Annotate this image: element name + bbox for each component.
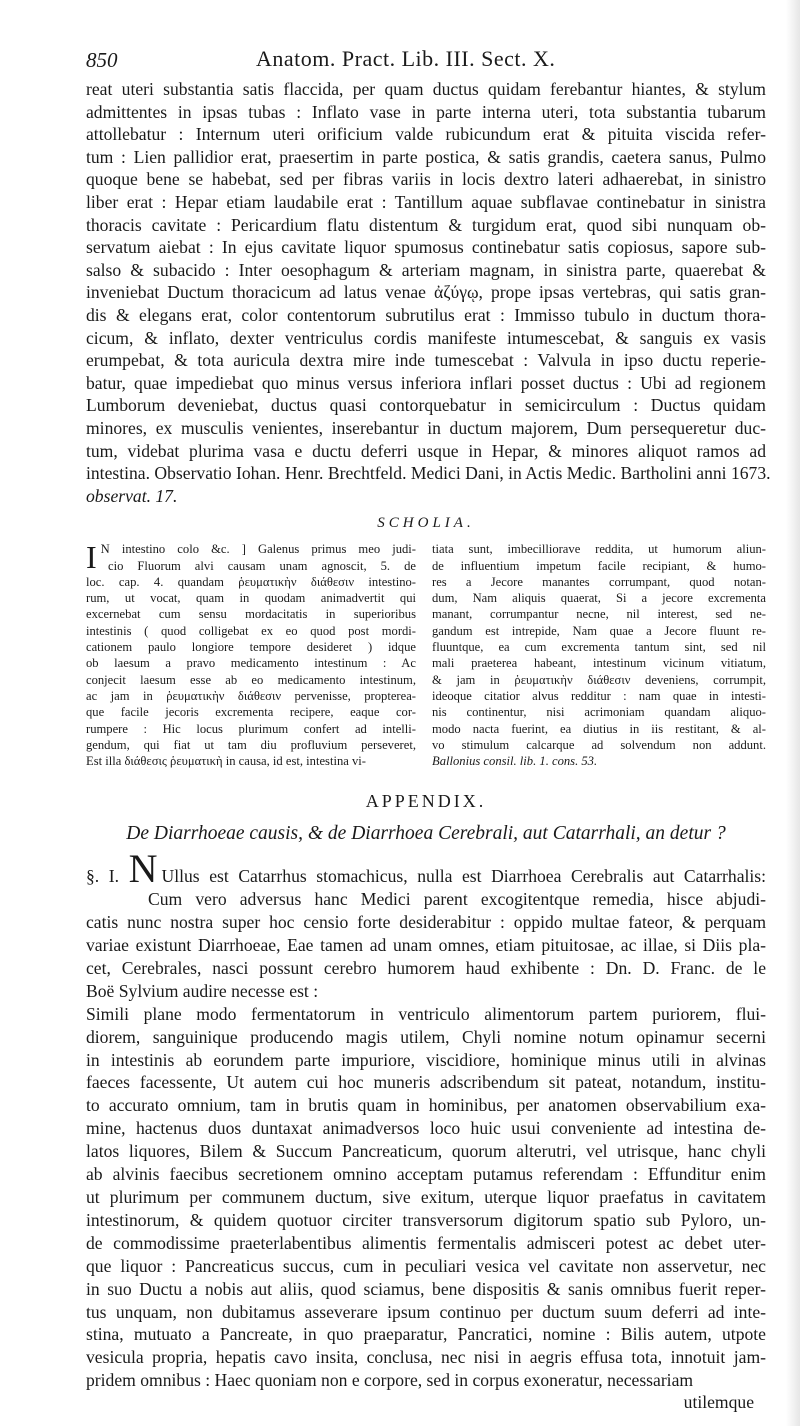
running-title: Anatom. Pract. Lib. III. Sect. X. <box>256 46 556 71</box>
scholia-line: gandum est intrepide, Nam quae a Jecore fluunt re- <box>432 623 766 638</box>
appendix-line: intestinorum, & quidem quotuor circiter transversorum digitorum spatio sub Pyloro, un- <box>86 1209 766 1230</box>
scholia-line: ob laesum a pravo medicamento intestinum : Ac <box>86 656 416 671</box>
appendix-line: Simili plane modo fermentatorum in ventriculo alimentorum partem puriorem, flui- <box>86 1003 766 1024</box>
scholia-line: & jam in ῥευματικὴν διάθεσιν deveniens, corrumpit, <box>432 672 766 687</box>
scholia-line: cationem paulo longiore tempore desideret ) idque <box>86 640 416 655</box>
drop-capital: I <box>86 539 97 576</box>
book-page <box>86 44 771 1413</box>
appendix-line: pridem omnibus : Haec quoniam non e corpore, sed in corpus exoneratur, necessariam <box>86 1370 694 1391</box>
observation-line: minores, ex musculis venientes, inserebantur in ductum majorem, Dum persequeretur duc- <box>86 417 766 438</box>
appendix-line: variae existunt Diarrhoeae, Eae tamen ad unam omnes, etiam pituitosae, ac illae, si Diis pla- <box>86 935 766 955</box>
observation-line: Lumborum deveniebat, ductus quasi contorquebatur in semicirculum : Ductus quidam <box>86 395 766 416</box>
page-binding-shadow <box>786 0 800 1426</box>
scholia-line: gendum, qui fiat ut tam diu profluvium perseveret, <box>86 737 416 752</box>
scholia-line: ideoque citatior alvus redditur : nam quae in intesti- <box>432 688 766 703</box>
appendix-line: faeces facessente, Ut autem cui hoc muneris adscribendum sit pateat, notandum, institu- <box>86 1072 766 1093</box>
scholia-line: manant, corrumpantur necne, nil interest, sed ne- <box>432 607 766 622</box>
scholia-left-column <box>86 541 416 769</box>
observation-line: servatum aiebat : In ejus cavitate liquor spumosus continebatur satis copiosus, sapore sub- <box>86 237 766 258</box>
observation-line: admittentes in ipsas tubas : Inflato vase in parte interna uteri, tota substantia tubarum <box>86 101 766 122</box>
appendix-line: vesicula propria, hepatis cavo insita, conclusa, nec nisi in aegris effusa tota, innotuit jam- <box>86 1347 766 1368</box>
appendix-line: tus unquam, non dubitamus asseverare ipsum continuo per ductum suum deferri ad inte- <box>86 1301 766 1322</box>
observation-line: inveniebat Ductum thoracicum ad latus venae ἀζύγῳ, prope ipsas vertebras, qui satis gran- <box>86 282 766 303</box>
appendix-line: diorem, sanguinique producendo magis utilem, Chyli nomine notum opinamur secerni <box>86 1026 766 1047</box>
scholia-line: loc. cap. 4. quandam ῥευματικὴν διάθεσιν intestino- <box>86 574 416 589</box>
observation-line: batur, quae impediebat quo minus versus inferiora inflari posset ductus : Ubi ad regionem <box>86 372 766 393</box>
appendix-line: §. I. N Ullus est Catarrhus stomachicus, nulla est Diarrhoea Cerebralis aut Catarrhalis: <box>86 846 767 892</box>
scholia-line: vo stimulum calcarque ad solvendum non addunt. <box>432 737 766 752</box>
observation-line: thoracis cavitate : Pericardium flatu distentum & turgidum erat, quod sibi nunquam ob- <box>86 214 766 235</box>
observation-line: intestina. Observatio Iohan. Henr. Brechtfeld. Medici Dani, in Actis Medic. Bartholini anni 1673. <box>86 463 771 484</box>
appendix-heading: APPENDIX. <box>365 791 487 812</box>
scholia-line: I N intestino colo &c. ] Galenus primus meo judi- <box>86 539 416 576</box>
appendix-line: to accurato omnium, tam in brutis quam in hominibus, per anatomen observabilium exa- <box>86 1095 766 1116</box>
scholia-line: rumpere : Hic locus plurimum confert ad intelli- <box>86 721 416 736</box>
running-header <box>86 44 766 78</box>
scholia-line: Est illa διάθεσις ῥευματικὴ in causa, id est, intestina vi- <box>86 754 366 769</box>
appendix-line: de commodissime praeterlabentibus alimentis fermentalis admisceri potest ac debet uter- <box>86 1232 766 1253</box>
appendix-line: mine, hactenus duos duntaxat animadversos loco huic usui conveniente ad intestina de- <box>86 1118 766 1139</box>
appendix-line: que liquor : Pancreaticus succus, cum in peculiari vesica vel cavitate non asservetur, nec <box>86 1255 766 1276</box>
scholia-line: conjecit laesum esse ab eo medicamento intestinum, <box>86 672 416 687</box>
scholia-right-column <box>432 541 766 769</box>
scholia-line: tiata sunt, imbecilliorave reddita, ut humorum aliun- <box>432 542 766 557</box>
appendix-line: in intestinis ab eorundem parte impuriore, viscidiore, hominique minus utili in alvinas <box>86 1049 766 1070</box>
paragraph-number: §. I. <box>86 866 129 887</box>
scholia-line: nis continentur, nisi acrimoniam quandam aliquo- <box>432 705 766 720</box>
scholia-line: Ballonius consil. lib. 1. cons. 53. <box>432 754 598 769</box>
scholia-line: intestinis ( quod colligebat ex eo quod post mordi- <box>86 623 416 638</box>
catchword: utilemque <box>683 1392 754 1413</box>
appendix-line: Boë Sylvium audire necesse est : <box>86 980 319 1001</box>
scholia-line: de influentium impetum facile recipiant, & humo- <box>432 558 766 573</box>
observation-line: reat uteri substantia satis flaccida, per quam ductus quidam ferebantur hiantes, & stylum <box>86 79 766 99</box>
scholia-line: modo nacta fuerint, ea diutius in iis restitant, & al- <box>432 721 766 736</box>
observation-line: cicum, & inflato, dexter ventriculus cordis manifeste intumescebat, & sanguis ex vasis <box>86 327 766 348</box>
appendix-body <box>86 846 767 1392</box>
scholia-line: cio Fluorum alvi causam unam agnoscit, 5. de <box>108 558 416 573</box>
scholia-line: ac jam in ῥευματικὴν διάθεσιν pervenisse, propterea- <box>86 688 416 703</box>
scholia-line: dum, Nam aliquis quaerat, Si a jecore excrementa <box>432 591 766 606</box>
scholia-line: que facile jecoris excrementa recipere, eaque cor- <box>86 705 416 720</box>
scholia-line: rum, ut vocat, quam in quodam animadvertit qui <box>86 591 416 606</box>
appendix-line: cet, Cerebrales, nasci possunt cerebro humorem haud exhibente : Dn. D. Franc. de le <box>86 957 766 978</box>
drop-capital: N <box>128 846 158 892</box>
appendix-line: in suo Ductu a nobis aut aliis, quod sciamus, bene dispositis & sanis omnibus fuerit reper- <box>86 1278 766 1299</box>
appendix-line: Cum vero adversus hanc Medici parent excogitentque remedia, hisce abjudi- <box>148 889 766 910</box>
appendix-line: latos liquores, Bilem & Succum Pancreaticum, quorum alterutri, vel utrisque, hanc chyli <box>86 1141 766 1162</box>
observation-line: observat. 17. <box>86 485 178 506</box>
observation-line: liber erat : Hepar etiam laudabile erat : Tantillum aquae subflavae continebatur in sinistra <box>86 191 766 212</box>
observation-line: tum, videbat plurima vasa e ductu deferri usque in Hepar, & minores aliquot ramos ad <box>86 440 766 461</box>
scholia-columns <box>86 541 766 789</box>
observation-line: salso & subacido : Inter oesophagum & arteriam magnam, in sinistra parte, quaerebat & <box>86 259 766 280</box>
observation-text <box>86 78 771 507</box>
observation-line: dis & elegans erat, color contentorum subrutilus erat : Immisso tubulo in ductum thora- <box>86 304 766 325</box>
scholia-line: excernebat cum sensu mordacitatis in superioribus <box>86 607 416 622</box>
appendix-line: stina, mutuato a Pancreate, in quo praeparatur, Pancratici, nomine : Bilis autem, utpote <box>86 1324 766 1345</box>
observation-line: quoque bene se habebat, sed per fibras variis in locis dextro lateri adhaerebat, in sinistro <box>86 169 766 190</box>
appendix-subtitle: De Diarrhoeae causis, & de Diarrhoea Cerebrali, aut Catarrhali, an detur ? <box>126 823 726 845</box>
observation-line: erumpebat, & tota auricula dextra mire inde tumescebat : Valvula in ipso ductu reperie- <box>86 350 766 371</box>
appendix-line: catis nunc nostra super hoc censio forte desiderabitur : oppido multae fateor, & perquam <box>86 912 766 933</box>
appendix-line: ab alvinis faecibus secretionem omnino acceptam putamus referendam : Effunditur enim <box>86 1164 766 1185</box>
observation-line: tum : Lien pallidior erat, praesertim in parte postica, & satis grandis, caetera sanus, Pulmo <box>86 146 766 167</box>
scholia-heading: SCHOLIA. <box>377 515 475 532</box>
scholia-line: fluuntque, ea cum excrementa tantum sint, sed nil <box>432 640 766 655</box>
scholia-line: mali praeterea habeant, intestinum vicinum vitiatum, <box>432 656 766 671</box>
scholia-line: res a Jecore manantes corrumpant, quod notan- <box>432 574 766 589</box>
observation-line: attollebatur : Internum uteri orificium valde rubicundum erat & pituita viscida refer- <box>86 124 766 145</box>
page-number: 850 <box>86 48 118 72</box>
appendix-line: ut plurimum per communem ductum, sive exitum, uterque liquor praefatus in cavitatem <box>86 1186 766 1207</box>
